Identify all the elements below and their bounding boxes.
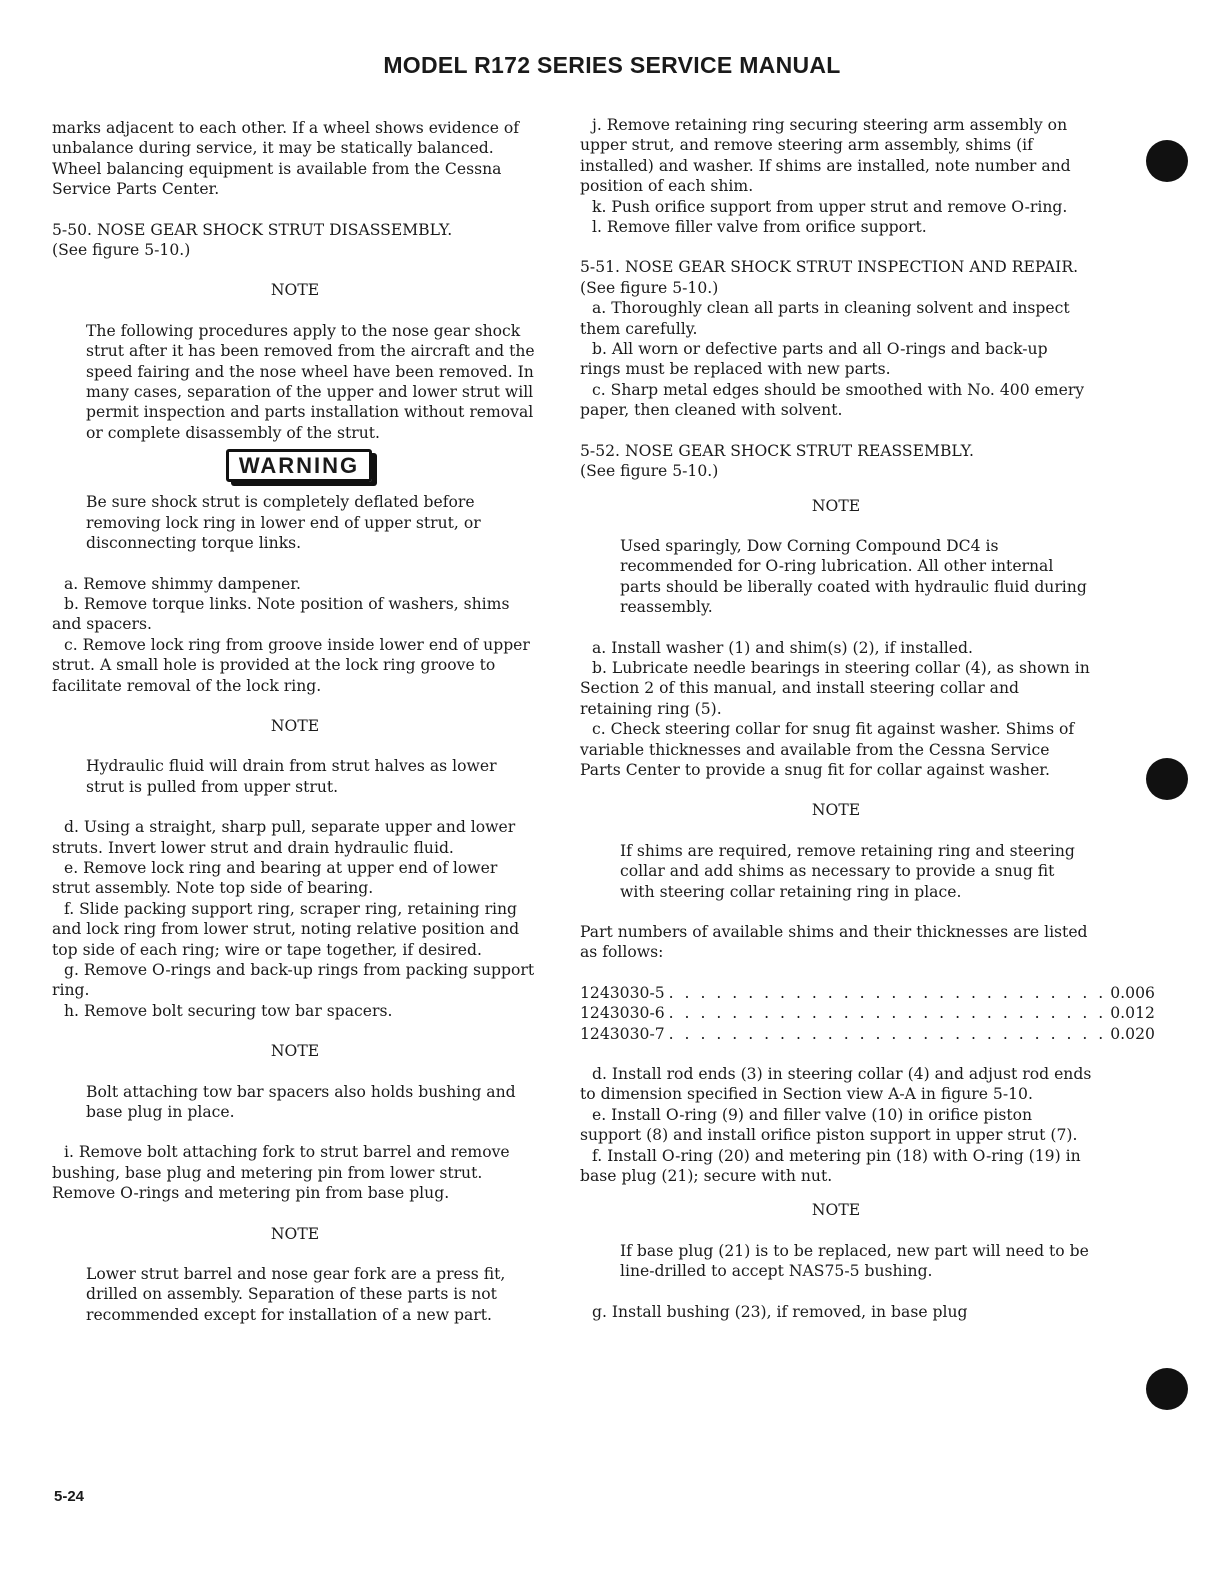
section-5-50-heading: 5-50. NOSE GEAR SHOCK STRUT DISASSEMBLY. (52, 220, 453, 239)
page-title: MODEL R172 SERIES SERVICE MANUAL (383, 52, 841, 78)
part-thickness: 0.006 (1110, 983, 1155, 1002)
step-52-g: g. Install bushing (23), if removed, in base plug (592, 1302, 968, 1321)
part-number: 1243030-5 (580, 983, 665, 1002)
step-52-e: e. Install O-ring (9) and filler valve (10) in orifice piston support (8) and install orifice piston support in upper strut (7). (580, 1105, 1078, 1145)
section-5-51-heading: 5-51. NOSE GEAR SHOCK STRUT INSPECTION AND REPAIR. (See figure 5-10.) (580, 258, 1079, 297)
list-item (580, 1024, 1155, 1044)
step-52-d: d. Install rod ends (3) in steering collar (4) and adjust rod ends to dimension specified in Section view A-A in figure 5-10. (580, 1065, 1092, 1104)
right-column (580, 115, 1155, 1322)
step-52-f: f. Install O-ring (20) and metering pin (18) with O-ring (19) in base plug (21); secure with nut. (580, 1146, 1081, 1186)
section-5-52-ref: (See figure 5-10.) (580, 462, 719, 481)
note-label: NOTE (270, 1042, 320, 1061)
note-label: NOTE (270, 716, 320, 735)
warning-banner (52, 449, 538, 482)
step-f: f. Slide packing support ring, scraper ring, retaining ring and lock ring from lower strut, noting relative position and top side of each ring; wire or tape together, if desired. (52, 899, 520, 959)
step-k: k. Push orifice support from upper strut and remove O-ring. (592, 197, 1068, 216)
step-51-c: c. Sharp metal edges should be smoothed with No. 400 emery paper, then cleaned with solvent. (580, 380, 1085, 420)
step-51-a: a. Thoroughly clean all parts in cleaning solvent and inspect them carefully. (580, 299, 1070, 338)
step-j: j. Remove retaining ring securing steering arm assembly on upper strut, and remove steering arm assembly, shims (if installed) and washer. If shims are installed, note number and position of each shim. (580, 116, 1071, 196)
binder-hole-mark (1146, 758, 1188, 800)
list-item (580, 1003, 1155, 1023)
leader-dots: . . . . . . . . . . . . . . . . . . . . . . . . . . . . (668, 983, 1107, 1002)
list-item (580, 983, 1155, 1003)
section-5-52-heading: 5-52. NOSE GEAR SHOCK STRUT REASSEMBLY. (580, 441, 975, 460)
note-text: Used sparingly, Dow Corning Compound DC4 is recommended for O-ring lubrication. All other internal parts should be liberally coated with hydraulic fluid during reassembly. (620, 536, 1087, 617)
step-c: c. Remove lock ring from groove inside lower end of upper strut. A small hole is provided at the lock ring groove to facilitate removal of the lock ring. (52, 635, 530, 695)
warning-text: Be sure shock strut is completely deflated before removing lock ring in lower end of upper strut, or disconnecting torque links. (86, 493, 481, 553)
part-number: 1243030-7 (580, 1024, 665, 1043)
note-text: The following procedures apply to the nose gear shock strut after it has been removed from the aircraft and the speed fairing and the nose wheel have been removed. In many cases, separation of the upper and lower strut will permit inspection and parts installation without removal or complete disassembly of the strut. (86, 321, 535, 442)
step-h: h. Remove bolt securing tow bar spacers. (64, 1001, 393, 1020)
step-52-b: b. Lubricate needle bearings in steering collar (4), as shown in Section 2 of this manual, and install steering collar and retaining ring (5). (580, 658, 1090, 718)
step-52-c: c. Check steering collar for snug fit against washer. Shims of variable thicknesses and available from the Cessna Service Parts Center to provide a snug fit for collar against washer. (580, 720, 1075, 779)
step-g: g. Remove O-rings and back-up rings from packing support ring. (52, 961, 535, 1000)
note-text: If base plug (21) is to be replaced, new part will need to be line-drilled to accept NAS75-5 bushing. (620, 1241, 1089, 1281)
warning-label: WARNING (226, 449, 372, 482)
step-i: i. Remove bolt attaching fork to strut barrel and remove bushing, base plug and metering pin from lower strut. Remove O-rings and metering pin from base plug. (52, 1143, 510, 1203)
note-text: Bolt attaching tow bar spacers also holds bushing and base plug in place. (86, 1082, 516, 1122)
note-text: Lower strut barrel and nose gear fork are a press fit, drilled on assembly. Separation of these parts is not recommended except for installation of a new part. (86, 1265, 506, 1324)
step-52-a: a. Install washer (1) and shim(s) (2), if installed. (592, 638, 973, 657)
note-label: NOTE (811, 801, 861, 820)
part-thickness: 0.020 (1110, 1024, 1155, 1043)
note-label: NOTE (270, 1224, 320, 1243)
step-l: l. Remove filler valve from orifice support. (592, 218, 927, 237)
step-51-b: b. All worn or defective parts and all O-rings and back-up rings must be replaced with new parts. (580, 340, 1048, 379)
note-text: If shims are required, remove retaining ring and steering collar and add shims as necessary to provide a snug fit with steering collar retaining ring in place. (620, 841, 1075, 901)
part-thickness: 0.012 (1110, 1004, 1155, 1023)
note-text: Hydraulic fluid will drain from strut halves as lower strut is pulled from upper strut. (86, 757, 497, 796)
note-label: NOTE (811, 496, 861, 515)
step-a: a. Remove shimmy dampener. (64, 574, 301, 593)
parts-intro: Part numbers of available shims and their thicknesses are listed as follows: (580, 923, 1088, 962)
note-label: NOTE (270, 281, 320, 300)
binder-hole-mark (1146, 1368, 1188, 1410)
shim-parts-list (580, 983, 1155, 1044)
binder-hole-mark (1146, 140, 1188, 182)
step-b: b. Remove torque links. Note position of washers, shims and spacers. (52, 594, 510, 634)
leader-dots: . . . . . . . . . . . . . . . . . . . . . . . . . . . . (668, 1004, 1107, 1023)
part-number: 1243030-6 (580, 1004, 665, 1023)
note-label: NOTE (811, 1201, 861, 1220)
left-column (52, 118, 538, 1325)
step-d: d. Using a straight, sharp pull, separate upper and lower struts. Invert lower strut and drain hydraulic fluid. (52, 818, 516, 857)
leader-dots: . . . . . . . . . . . . . . . . . . . . . . . . . . . . (668, 1024, 1107, 1043)
section-5-50-ref: (See figure 5-10.) (52, 241, 191, 260)
page-number: 5-24 (54, 1488, 85, 1505)
intro-paragraph: marks adjacent to each other. If a wheel shows evidence of unbalance during service, it may be statically balanced. Wheel balancing equipment is available from the Cessna Service Parts Center. (52, 119, 520, 199)
step-e: e. Remove lock ring and bearing at upper end of lower strut assembly. Note top side of bearing. (52, 858, 498, 898)
